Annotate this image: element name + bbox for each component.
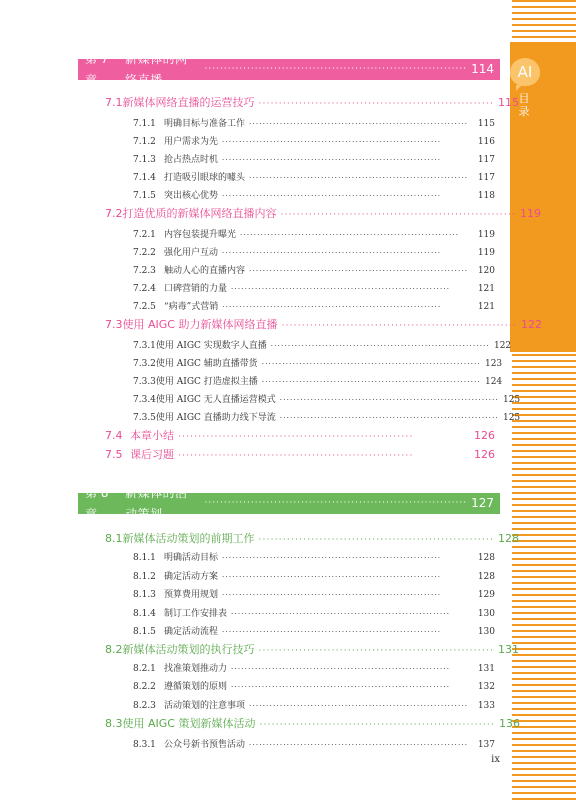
section-page: 119	[520, 207, 542, 220]
subsection-page: 128	[477, 553, 495, 563]
leader-dots: ··························································	[258, 646, 495, 656]
section-number: 8.1	[105, 532, 123, 545]
leader-dots: ····································································	[204, 64, 468, 74]
subsection-number: 7.2.5	[133, 302, 156, 312]
leader-dots: ································································	[279, 396, 499, 404]
leader-dots: ································································	[240, 231, 460, 239]
leader-dots: ································································	[279, 414, 499, 422]
toc-subsection[interactable]	[133, 245, 495, 258]
leader-dots: ··························································	[259, 720, 495, 730]
section-number: 7.5	[105, 448, 123, 461]
toc-subsection[interactable]	[133, 624, 495, 637]
subsection-page: 118	[477, 191, 495, 201]
subsection-title: 打造吸引眼球的噱头	[164, 173, 246, 183]
subsection-number: 8.1.1	[133, 553, 156, 563]
subsection-title: 确定活动方案	[164, 572, 219, 582]
subsection-title: “病毒”式营销	[164, 302, 219, 312]
subsection-number: 8.2.3	[133, 701, 156, 711]
subsection-number: 8.1.5	[133, 627, 156, 637]
toc-subsection[interactable]	[133, 410, 521, 423]
subsection-title: 强化用户互动	[164, 248, 219, 258]
subsection-page: 129	[477, 590, 495, 600]
chapter-8-header[interactable]	[78, 485, 500, 521]
subsection-title: 活动策划的注意事项	[164, 701, 246, 711]
leader-dots: ································································	[222, 249, 442, 257]
subsection-title: 使用 AIGC 打造虚拟主播	[155, 377, 258, 387]
subsection-page: 125	[502, 413, 521, 423]
subsection-number: 7.1.3	[133, 155, 156, 165]
toc-subsection[interactable]	[133, 134, 495, 147]
section-page: 131	[498, 643, 520, 656]
subsection-number: 8.1.2	[133, 572, 156, 582]
subsection-page: 132	[477, 682, 495, 692]
toc-subsection[interactable]	[133, 170, 495, 183]
leader-dots: ································································	[249, 120, 469, 128]
subsection-number: 7.3.1	[133, 341, 156, 351]
chapter-number: 第 7 章	[85, 51, 109, 87]
subsection-title: 抢占热点时机	[164, 155, 219, 165]
subsection-page: 137	[477, 740, 495, 750]
subsection-title: 明确活动目标	[164, 553, 219, 563]
section-page: 136	[499, 717, 520, 730]
section-number: 8.2	[105, 643, 123, 656]
section-title: 新媒体活动策划的前期工作	[122, 532, 255, 545]
toc-subsection[interactable]	[133, 587, 495, 600]
section-number: 7.1	[105, 96, 123, 109]
subsection-title: 使用 AIGC 无人直播运营模式	[155, 395, 276, 405]
leader-dots: ································································	[222, 554, 442, 562]
toc-subsection[interactable]	[133, 737, 495, 750]
subsection-title: 制订工作安排表	[164, 609, 228, 619]
section-title: 打造优质的新媒体网络直播内容	[122, 207, 277, 220]
subsection-page: 121	[477, 302, 495, 312]
leader-dots: ··························································	[281, 321, 517, 331]
section-number: 7.4	[105, 429, 123, 442]
toc-subsection[interactable]	[133, 550, 495, 563]
subsection-page: 117	[477, 173, 495, 183]
subsection-page: 116	[477, 137, 495, 147]
side-label-toc: 目录	[518, 92, 530, 118]
toc-section[interactable]	[105, 316, 542, 332]
leader-dots: ································································	[222, 138, 442, 146]
toc-subsection[interactable]	[133, 116, 495, 129]
subsection-number: 8.1.4	[133, 609, 156, 619]
toc-section[interactable]	[105, 427, 495, 443]
subsection-title: 内容包装提升曝光	[164, 230, 237, 240]
toc-subsection[interactable]	[133, 356, 503, 369]
leader-dots: ····································································	[204, 498, 468, 508]
subsection-page: 124	[484, 377, 503, 387]
section-page: 122	[521, 318, 542, 331]
section-page: 115	[498, 96, 520, 109]
subsection-page: 119	[477, 230, 495, 240]
toc-section[interactable]	[105, 205, 542, 221]
subsection-number: 8.2.1	[133, 664, 156, 674]
leader-dots: ································································	[231, 683, 451, 691]
subsection-title: 找准策划推动力	[164, 664, 228, 674]
subsection-page: 128	[477, 572, 495, 582]
chapter-title: 新媒体的活动策划	[125, 485, 188, 521]
toc-subsection[interactable]	[133, 263, 495, 276]
section-title: 新媒体活动策划的执行技巧	[122, 643, 255, 656]
section-page: 126	[474, 429, 495, 442]
subsection-title: 确定活动流程	[164, 627, 219, 637]
toc-subsection[interactable]	[133, 679, 495, 692]
leader-dots: ································································	[270, 342, 490, 350]
toc-subsection[interactable]	[133, 698, 495, 711]
toc-subsection[interactable]	[133, 569, 495, 582]
subsection-page: 130	[477, 627, 495, 637]
chapter-7-header[interactable]	[78, 51, 500, 87]
leader-dots: ··························································	[280, 210, 517, 220]
subsection-page: 130	[477, 609, 495, 619]
ai-badge-icon: AI	[510, 58, 540, 86]
subsection-page: 119	[477, 248, 495, 258]
subsection-page: 133	[477, 701, 495, 711]
page-number: ix	[491, 754, 500, 765]
subsection-title: 预算费用规划	[164, 590, 219, 600]
subsection-number: 7.3.3	[133, 377, 156, 387]
subsection-number: 8.2.2	[133, 682, 156, 692]
subsection-number: 7.1.2	[133, 137, 156, 147]
leader-dots: ································································	[249, 174, 469, 182]
chapter-number: 第 8 章	[85, 485, 109, 521]
chapter-title: 新媒体的网络直播	[125, 51, 188, 87]
subsection-number: 7.2.3	[133, 266, 156, 276]
subsection-page: 125	[502, 395, 521, 405]
subsection-title: 使用 AIGC 辅助直播带货	[155, 359, 258, 369]
subsection-title: 使用 AIGC 实现数字人直播	[155, 341, 267, 351]
toc-subsection[interactable]	[133, 281, 495, 294]
leader-dots: ································································	[222, 192, 442, 200]
toc-subsection[interactable]	[133, 374, 503, 387]
section-title: 使用 AIGC 助力新媒体网络直播	[122, 318, 278, 331]
subsection-number: 7.2.4	[133, 284, 156, 294]
leader-dots: ································································	[231, 610, 451, 618]
leader-dots: ··························································	[258, 535, 495, 545]
subsection-number: 7.2.1	[133, 230, 156, 240]
leader-dots: ································································	[261, 378, 481, 386]
toc-section[interactable]	[105, 530, 520, 546]
subsection-title: 触动人心的直播内容	[164, 266, 246, 276]
subsection-number: 7.3.5	[133, 413, 156, 423]
toc-section[interactable]	[105, 94, 520, 110]
leader-dots: ································································	[249, 741, 469, 749]
subsection-page: 122	[493, 341, 512, 351]
leader-dots: ································································	[249, 702, 469, 710]
chapter-page: 114	[471, 62, 494, 76]
subsection-page: 121	[477, 284, 495, 294]
subsection-title: 明确目标与准备工作	[164, 119, 246, 129]
toc-subsection[interactable]	[133, 188, 495, 201]
subsection-page: 123	[484, 359, 503, 369]
toc-subsection[interactable]	[133, 661, 495, 674]
leader-dots: ································································	[222, 591, 442, 599]
subsection-number: 7.1.5	[133, 191, 156, 201]
subsection-number: 8.1.3	[133, 590, 156, 600]
subsection-title: 突出核心优势	[164, 191, 219, 201]
leader-dots: ································································	[222, 156, 442, 164]
subsection-page: 115	[477, 119, 495, 129]
section-page: 128	[498, 532, 520, 545]
toc-section[interactable]	[105, 715, 520, 731]
toc-subsection[interactable]	[133, 392, 521, 405]
section-title: 新媒体网络直播的运营技巧	[122, 96, 255, 109]
toc-subsection[interactable]	[133, 227, 495, 240]
leader-dots: ································································	[261, 360, 481, 368]
leader-dots: ································································	[231, 665, 451, 673]
subsection-page: 120	[477, 266, 495, 276]
subsection-page: 131	[477, 664, 495, 674]
chapter-page: 127	[471, 496, 494, 510]
toc-subsection[interactable]	[133, 338, 512, 351]
leader-dots: ··························································	[258, 99, 495, 109]
section-number: 7.3	[105, 318, 123, 331]
toc-subsection[interactable]	[133, 299, 495, 312]
leader-dots: ··························································	[178, 432, 414, 442]
toc-subsection[interactable]	[133, 606, 495, 619]
subsection-title: 遵循策划的原则	[164, 682, 228, 692]
subsection-number: 7.3.4	[133, 395, 156, 405]
subsection-number: 8.3.1	[133, 740, 156, 750]
leader-dots: ································································	[222, 628, 442, 636]
subsection-number: 7.1.4	[133, 173, 156, 183]
toc-section[interactable]	[105, 446, 495, 462]
leader-dots: ································································	[231, 285, 451, 293]
subsection-number: 7.1.1	[133, 119, 156, 129]
section-number: 7.2	[105, 207, 123, 220]
subsection-title: 公众号新书预售活动	[164, 740, 246, 750]
subsection-title: 用户需求为先	[164, 137, 219, 147]
section-title: 本章小结	[130, 429, 174, 442]
subsection-title: 使用 AIGC 直播助力线下导流	[155, 413, 276, 423]
leader-dots: ································································	[222, 573, 442, 581]
toc-section[interactable]	[105, 641, 520, 657]
leader-dots: ································································	[249, 267, 469, 275]
subsection-number: 7.2.2	[133, 248, 156, 258]
subsection-title: 口碑营销的力量	[164, 284, 228, 294]
section-title: 课后习题	[130, 448, 174, 461]
section-number: 8.3	[105, 717, 123, 730]
subsection-page: 117	[477, 155, 495, 165]
leader-dots: ································································	[222, 303, 442, 311]
toc-subsection[interactable]	[133, 152, 495, 165]
subsection-number: 7.3.2	[133, 359, 156, 369]
section-title: 使用 AIGC 策划新媒体活动	[122, 717, 256, 730]
leader-dots: ··························································	[178, 451, 414, 461]
section-page: 126	[474, 448, 495, 461]
